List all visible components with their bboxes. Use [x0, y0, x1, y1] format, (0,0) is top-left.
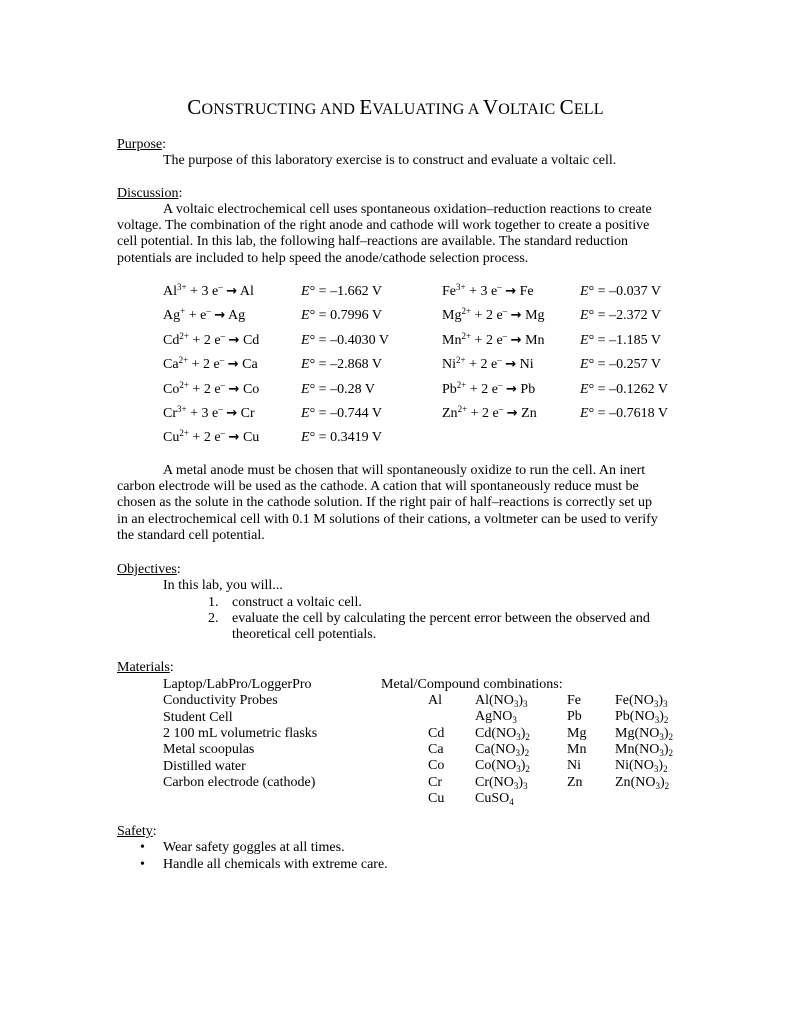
metal-symbol: Cu	[428, 790, 445, 806]
compound-formula: $Co(NO_3)_2$	[475, 758, 530, 775]
compound-formula: $Mn(NO_3)_2$	[615, 741, 674, 758]
combinations-heading: Metal/Compound combinations:	[381, 677, 563, 692]
material-item: Carbon electrode (cathode)	[163, 774, 316, 790]
page-title: CONSTRUCTING AND EVALUATING A VOLTAIC CELL	[187, 95, 604, 119]
half-reaction: Ag+ + e– → Ag	[163, 306, 246, 324]
standard-potential: E° = –0.744 V	[301, 406, 382, 421]
half-reaction: $Co^{2+} + 2$ e– → Co	[163, 379, 260, 397]
objectives-intro: In this lab, you will...	[163, 578, 283, 593]
standard-potential: E° = –0.257 V	[580, 357, 661, 373]
purpose-text: The purpose of this laboratory exercise is to construct and evaluate a voltaic cell.	[163, 153, 617, 168]
material-item: Conductivity Probes	[163, 693, 278, 709]
material-item: Laptop/LabPro/LoggerPro	[163, 677, 312, 692]
compound-formula: $Al(NO_3)_3$	[475, 693, 528, 709]
half-reaction: $Al^{3+} + 3$ e– → Al	[163, 282, 254, 299]
reaction-arrow-icon: →	[506, 381, 517, 397]
reaction-arrow-icon: →	[506, 406, 518, 421]
material-item: 2 100 mL volumetric flasks	[163, 725, 318, 741]
metal-symbol: Cd	[428, 725, 445, 741]
half-reaction: $Cr^{3+} + 3$ e– → Cr	[163, 404, 255, 421]
objective-item-continued: theoretical cell potentials.	[232, 627, 377, 642]
metal-symbol: Cr	[428, 774, 442, 790]
bullet-icon: •	[140, 857, 145, 872]
standard-potential: E° = –2.868 V	[301, 357, 382, 373]
standard-potential: E° = 0.7996 V	[301, 308, 382, 324]
metal-symbol: Ca	[428, 741, 444, 757]
metal-symbol: Al	[428, 693, 442, 708]
standard-potential: E° = –1.662 V	[301, 284, 382, 299]
metal-symbol: Mn	[567, 741, 587, 757]
safety-heading: Safety:	[117, 824, 157, 839]
reaction-arrow-icon: →	[505, 357, 517, 373]
material-item: Metal scoopulas	[163, 742, 255, 758]
reaction-arrow-icon: →	[214, 308, 226, 324]
material-item: Student Cell	[163, 709, 233, 725]
half-reaction: $Mg^{2+} + 2$ e– → Mg	[442, 306, 545, 324]
compound-formula: $Ni(NO_3)_2$	[615, 758, 668, 775]
reaction-arrow-icon: →	[226, 284, 238, 299]
standard-potential: E° = –1.185 V	[580, 332, 661, 348]
objective-number: 1.	[208, 595, 219, 610]
discussion-heading: Discussion:	[117, 186, 183, 201]
half-reaction: $Cu^{2+} + 2$ e– → Cu	[163, 428, 260, 446]
objective-item: construct a voltaic cell.	[232, 595, 362, 610]
compound-formula: $Zn(NO_3)_2$	[615, 774, 670, 791]
reaction-arrow-icon: →	[228, 430, 240, 446]
half-reaction: $Mn^{2+} + 2$ e– → Mn	[442, 330, 545, 348]
discussion-paragraph-2: A metal anode must be chosen that will spontaneously oxidize to run the cell. An inert carbon electrode will be used as the cathode. A cation that will spontaneously reduce must be chosen as the solute in the cathode solution. If the right pair of half–reactions is correctly set up in an electrochemical cell with 0.1 M solutions of their cations, a voltmeter can be used to verify the standard cell potential.	[117, 463, 658, 543]
reaction-arrow-icon: →	[226, 406, 238, 421]
half-reaction: $Ni^{2+} + 2$ e– → Ni	[442, 355, 534, 373]
compound-formula: $Cr(NO_3)_3$	[475, 774, 528, 791]
compound-formula: $Mg(NO_3)_2$	[615, 725, 674, 742]
compound-formula: $Fe(NO_3)_3$	[615, 693, 668, 709]
half-reaction: $Zn^{2+} + 2$ e– → Zn	[442, 404, 537, 421]
material-item: Distilled water	[163, 758, 246, 774]
objective-number: 2.	[208, 611, 219, 626]
reaction-arrow-icon: →	[228, 381, 240, 397]
objective-item: evaluate the cell by calculating the percent error between the observed and	[232, 611, 650, 626]
metal-symbol: Zn	[567, 774, 583, 790]
reaction-arrow-icon: →	[227, 357, 239, 373]
compound-formula: CuSO$_4$	[475, 790, 514, 807]
metal-symbol: Pb	[567, 709, 582, 725]
compound-formula: $Cd(NO_3)_2$	[475, 725, 530, 742]
standard-potential: E° = –0.1262 V	[580, 381, 668, 397]
objectives-heading: Objectives:	[117, 562, 181, 577]
standard-potential: E° = 0.3419 V	[301, 430, 382, 446]
discussion-paragraph-1: A voltaic electrochemical cell uses spontaneous oxidation–reduction reactions to create voltage. The combination of the right anode and cathode will work together to create a positive cell potential. In this lab, the following half–reactions are available. The standard reduction potentials are included to help speed the anode/cathode selection process.	[117, 202, 652, 266]
standard-potential: E° = –0.037 V	[580, 284, 661, 299]
half-reaction: $Ca^{2+} + 2$ e– → Ca	[163, 355, 258, 373]
half-reaction: $Fe^{3+} + 3$ e– → Fe	[442, 282, 534, 299]
half-reaction: $Cd^{2+} + 2$ e– → Cd	[163, 330, 260, 348]
compound-formula: AgNO$_3$	[475, 709, 517, 726]
reaction-arrow-icon: →	[228, 332, 240, 348]
half-reaction: $Pb^{2+} + 2$ e– → Pb	[442, 379, 536, 397]
compound-formula: $Ca(NO_3)_2$	[475, 741, 530, 758]
safety-item: Handle all chemicals with extreme care.	[163, 857, 388, 872]
metal-symbol: Mg	[567, 725, 587, 741]
reaction-arrow-icon: →	[510, 332, 522, 348]
standard-potential: E° = –0.4030 V	[301, 332, 389, 348]
metal-symbol: Co	[428, 758, 445, 774]
standard-potential: E° = –0.28 V	[301, 381, 375, 397]
purpose-heading: Purpose:	[117, 137, 167, 152]
materials-heading: Materials:	[117, 660, 174, 675]
bullet-icon: •	[140, 840, 145, 855]
safety-item: Wear safety goggles at all times.	[163, 840, 345, 855]
metal-symbol: Fe	[567, 693, 581, 708]
reaction-arrow-icon: →	[505, 284, 517, 299]
metal-symbol: Ni	[567, 758, 581, 774]
reaction-arrow-icon: →	[510, 308, 522, 324]
standard-potential: E° = –2.372 V	[580, 308, 661, 324]
compound-formula: $Pb(NO_3)_2$	[615, 709, 669, 726]
standard-potential: E° = –0.7618 V	[580, 406, 668, 421]
